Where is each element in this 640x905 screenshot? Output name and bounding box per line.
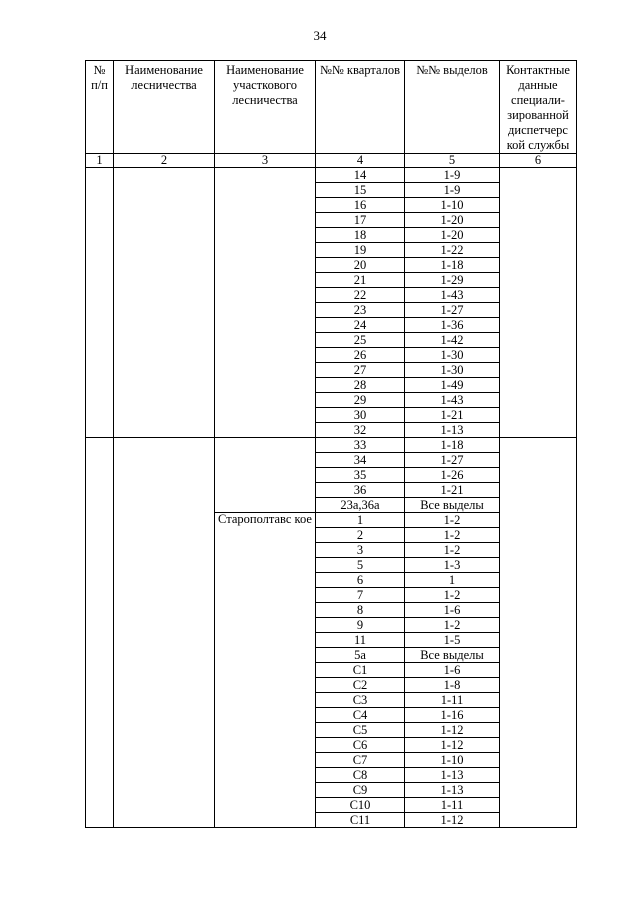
plots-cell: Все выделы (405, 648, 500, 663)
quarter-cell: 19 (316, 243, 405, 258)
quarter-cell: С2 (316, 678, 405, 693)
table-row (86, 438, 577, 453)
contacts-cell (500, 168, 577, 438)
quarter-cell: 6 (316, 573, 405, 588)
plots-cell: 1-2 (405, 543, 500, 558)
plots-cell: 1-26 (405, 468, 500, 483)
quarter-cell: С1 (316, 663, 405, 678)
quarter-cell: 11 (316, 633, 405, 648)
header-forestry: Наименование лесничества (114, 61, 215, 154)
quarter-cell: 23 (316, 303, 405, 318)
plots-cell: 1 (405, 573, 500, 588)
quarter-cell: 22 (316, 288, 405, 303)
column-number: 2 (114, 154, 215, 168)
quarter-cell: 8 (316, 603, 405, 618)
plots-cell: 1-30 (405, 348, 500, 363)
column-number: 4 (316, 154, 405, 168)
quarter-cell: 7 (316, 588, 405, 603)
quarter-cell: 23а,36а (316, 498, 405, 513)
page-number: 34 (313, 28, 327, 43)
plots-cell: 1-8 (405, 678, 500, 693)
plots-cell: 1-5 (405, 633, 500, 648)
quarter-cell: 24 (316, 318, 405, 333)
quarter-cell: 33 (316, 438, 405, 453)
quarter-cell: 5 (316, 558, 405, 573)
quarter-cell: 34 (316, 453, 405, 468)
header-number: № п/п (86, 61, 114, 154)
quarter-cell: 2 (316, 528, 405, 543)
plots-cell: Все выделы (405, 498, 500, 513)
quarter-cell: 16 (316, 198, 405, 213)
plots-cell: 1-49 (405, 378, 500, 393)
quarter-cell: С5 (316, 723, 405, 738)
plots-cell: 1-36 (405, 318, 500, 333)
plots-cell: 1-3 (405, 558, 500, 573)
plots-cell: 1-29 (405, 273, 500, 288)
plots-cell: 1-16 (405, 708, 500, 723)
quarter-cell: 36 (316, 483, 405, 498)
plots-cell: 1-22 (405, 243, 500, 258)
plots-cell: 1-13 (405, 768, 500, 783)
quarter-cell: С11 (316, 813, 405, 828)
plots-cell: 1-18 (405, 258, 500, 273)
plots-cell: 1-20 (405, 228, 500, 243)
district-forestry-cell (215, 438, 316, 513)
quarter-cell: 25 (316, 333, 405, 348)
quarter-cell: 26 (316, 348, 405, 363)
quarter-cell: 15 (316, 183, 405, 198)
quarter-cell: 5а (316, 648, 405, 663)
table-row (86, 168, 577, 183)
number-cell (86, 438, 114, 828)
quarter-cell: 9 (316, 618, 405, 633)
plots-cell: 1-43 (405, 288, 500, 303)
plots-cell: 1-12 (405, 723, 500, 738)
quarter-cell: 27 (316, 363, 405, 378)
quarter-cell: 17 (316, 213, 405, 228)
plots-cell: 1-10 (405, 198, 500, 213)
header-contacts: Контактные данные специали-зированной диспетчерс кой службы (500, 61, 577, 154)
plots-cell: 1-12 (405, 813, 500, 828)
quarter-cell: 18 (316, 228, 405, 243)
quarter-cell: С8 (316, 768, 405, 783)
plots-cell: 1-10 (405, 753, 500, 768)
plots-cell: 1-6 (405, 603, 500, 618)
quarter-cell: С6 (316, 738, 405, 753)
quarter-cell: С4 (316, 708, 405, 723)
plots-cell: 1-2 (405, 513, 500, 528)
column-number: 5 (405, 154, 500, 168)
header-plots: №№ выделов (405, 61, 500, 154)
quarter-cell: 28 (316, 378, 405, 393)
column-number: 3 (215, 154, 316, 168)
plots-cell: 1-2 (405, 618, 500, 633)
quarter-cell: 30 (316, 408, 405, 423)
district-forestry-cell (215, 168, 316, 438)
plots-cell: 1-12 (405, 738, 500, 753)
column-number-row (86, 154, 577, 168)
plots-cell: 1-21 (405, 408, 500, 423)
plots-cell: 1-18 (405, 438, 500, 453)
number-cell (86, 168, 114, 438)
header-district-forestry: Наименование участкового лесничества (215, 61, 316, 154)
forestry-cell (114, 438, 215, 828)
quarter-cell: С7 (316, 753, 405, 768)
plots-cell: 1-13 (405, 783, 500, 798)
quarter-cell: 21 (316, 273, 405, 288)
plots-cell: 1-20 (405, 213, 500, 228)
plots-cell: 1-27 (405, 303, 500, 318)
quarter-cell: 20 (316, 258, 405, 273)
header-quarters: №№ кварталов (316, 61, 405, 154)
plots-cell: 1-21 (405, 483, 500, 498)
plots-cell: 1-42 (405, 333, 500, 348)
quarter-cell: С10 (316, 798, 405, 813)
plots-cell: 1-30 (405, 363, 500, 378)
quarter-cell: С3 (316, 693, 405, 708)
header-row (86, 61, 577, 154)
plots-cell: 1-43 (405, 393, 500, 408)
quarter-cell: 35 (316, 468, 405, 483)
column-number: 1 (86, 154, 114, 168)
quarter-cell: 3 (316, 543, 405, 558)
plots-cell: 1-27 (405, 453, 500, 468)
plots-cell: 1-13 (405, 423, 500, 438)
contacts-cell (500, 438, 577, 828)
quarter-cell: С9 (316, 783, 405, 798)
column-number: 6 (500, 154, 577, 168)
quarter-cell: 32 (316, 423, 405, 438)
quarter-cell: 1 (316, 513, 405, 528)
plots-cell: 1-11 (405, 693, 500, 708)
district-forestry-name: Старополтавс кое (215, 513, 316, 828)
forestry-cell (114, 168, 215, 438)
plots-cell: 1-9 (405, 183, 500, 198)
quarter-cell: 29 (316, 393, 405, 408)
plots-cell: 1-2 (405, 528, 500, 543)
forestry-table (85, 60, 577, 828)
plots-cell: 1-11 (405, 798, 500, 813)
plots-cell: 1-9 (405, 168, 500, 183)
plots-cell: 1-6 (405, 663, 500, 678)
quarter-cell: 14 (316, 168, 405, 183)
plots-cell: 1-2 (405, 588, 500, 603)
